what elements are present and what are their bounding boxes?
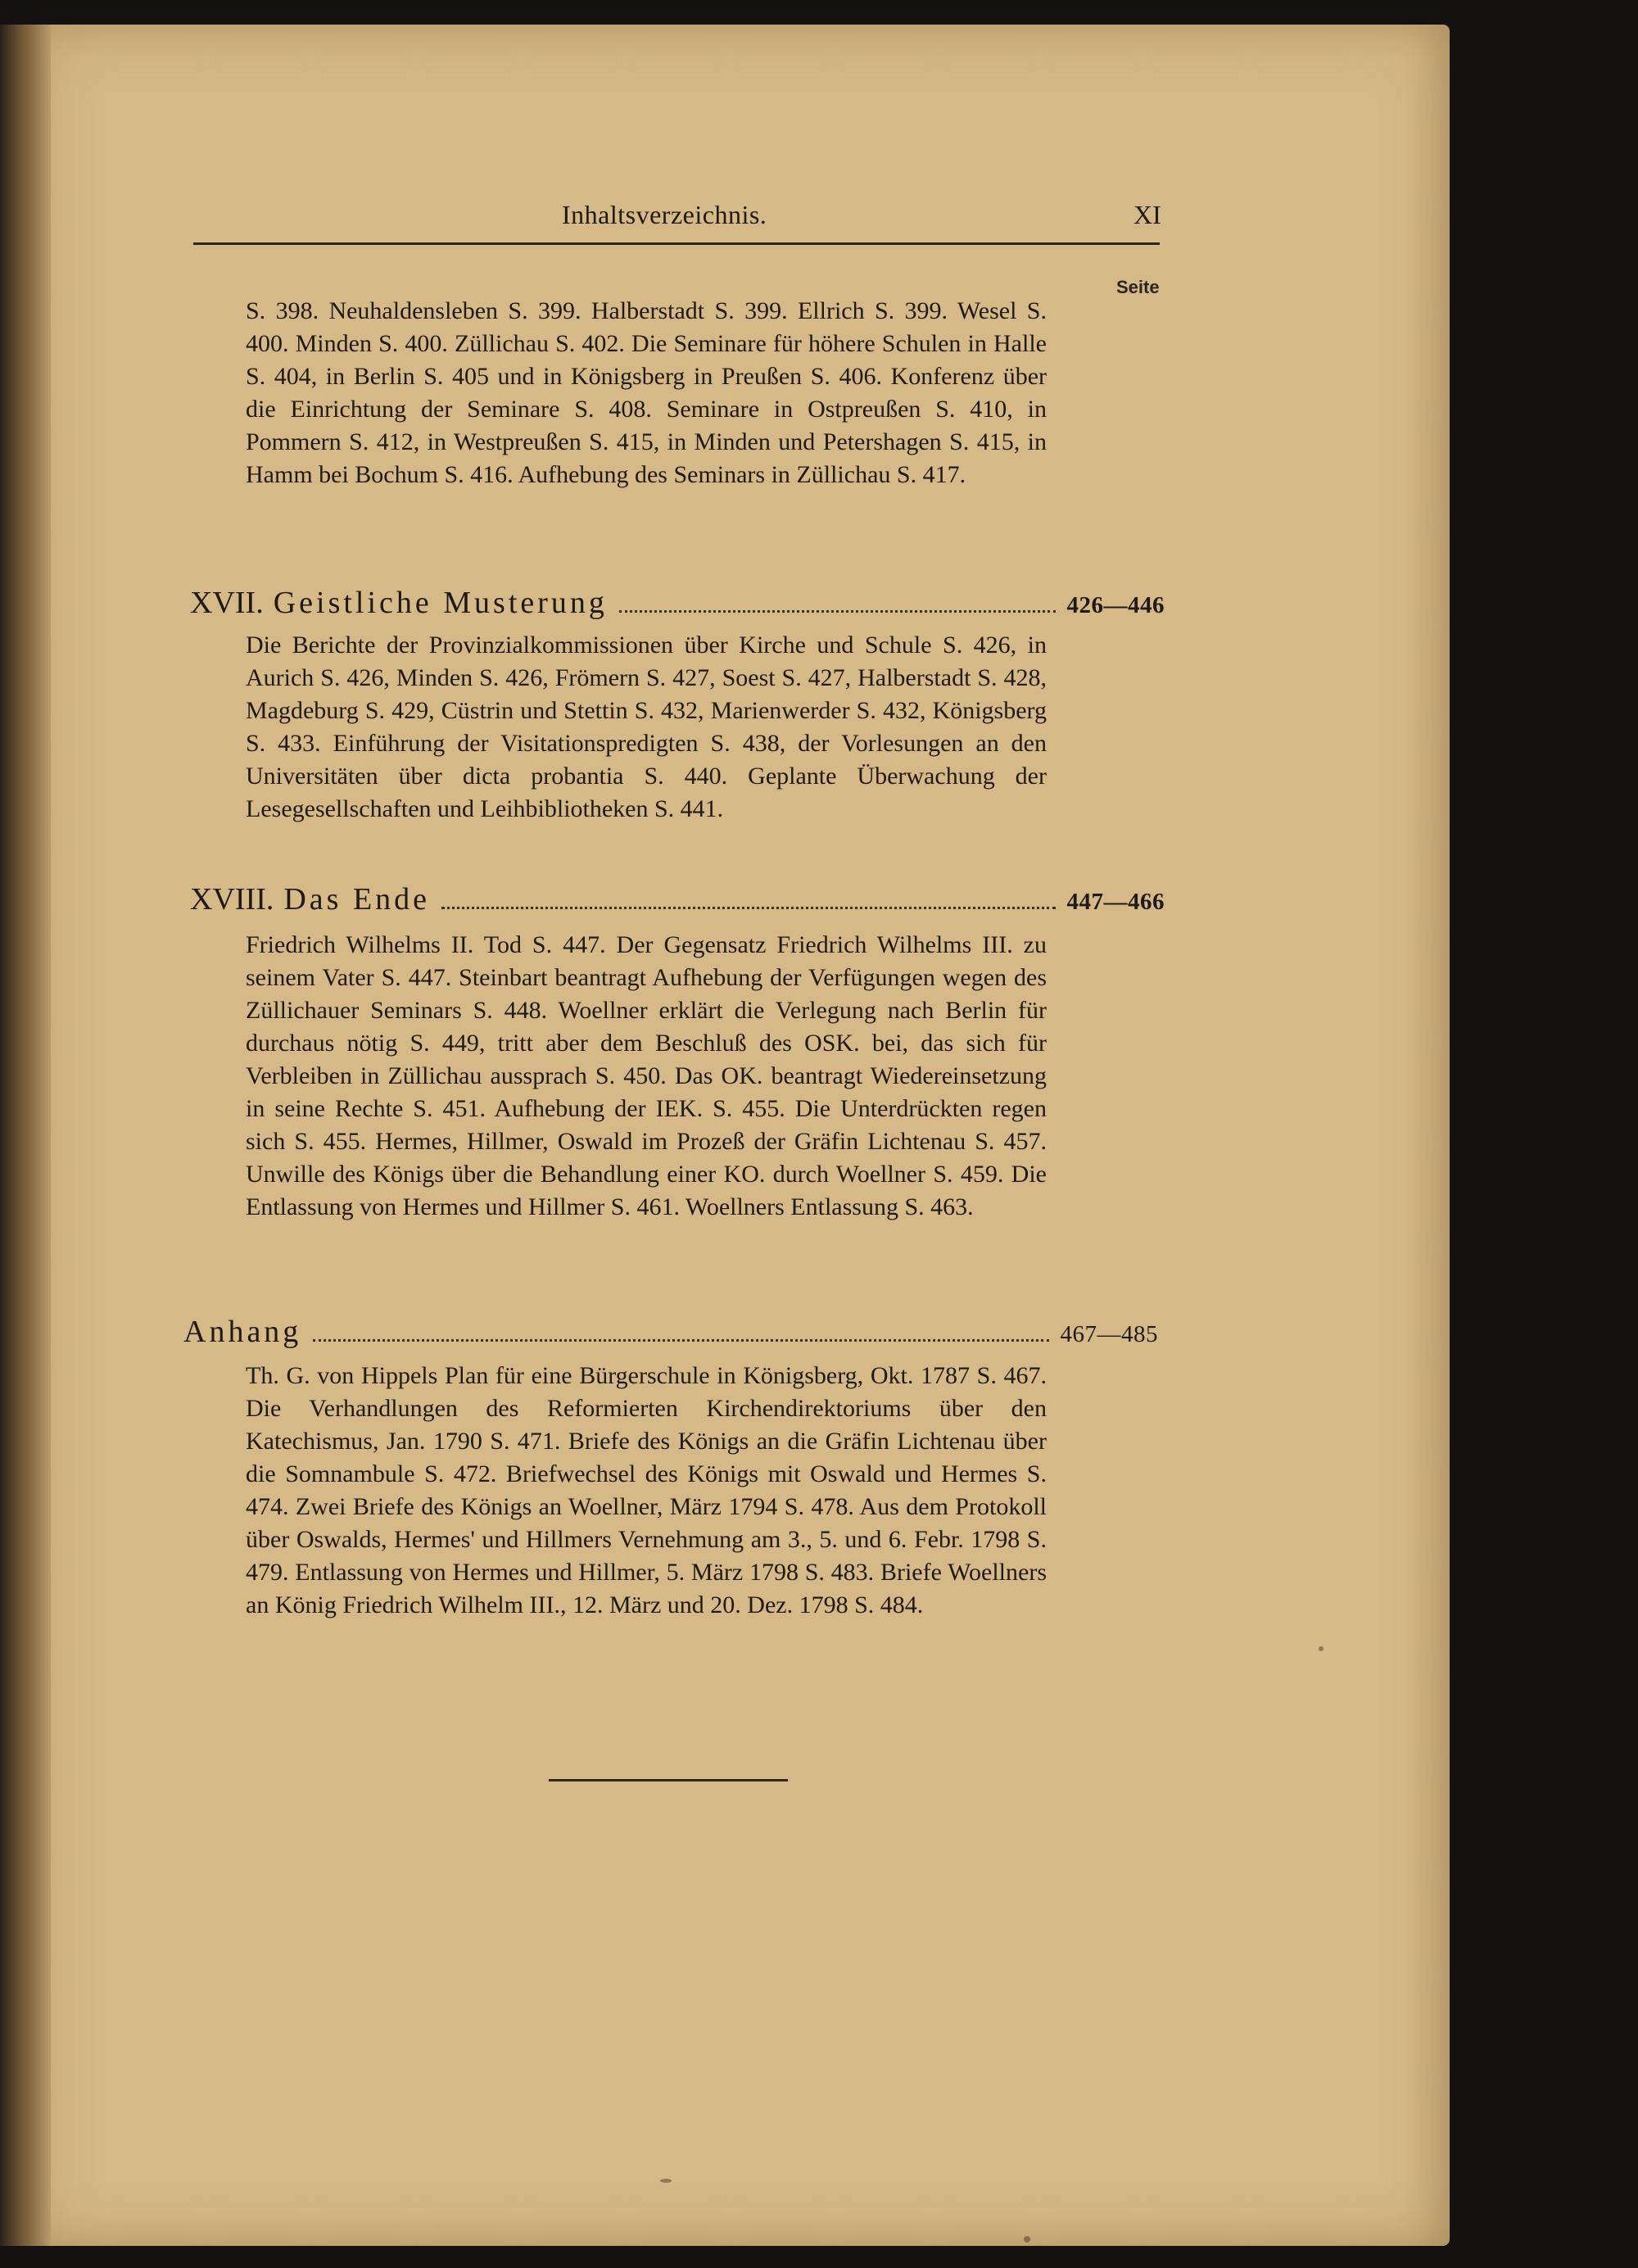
chapter-17-summary: Die Berichte der Provinzialkommissionen über Kirche und Schule S. 426, in Aurich S. 426, Minden S. 426, Frömern S. 427, Soest S. 427, Halberstadt S. 428, Magdeburg S. 429, Cüstrin und Stettin S. 432, Marienwerder S. 432, Königsberg S. 433. Einführung der Visitationspredigten S. 438, der Vorlesungen an den Universitäten über dicta probantia S. 440. Geplante Überwachung der Lesegesellschaften und Leihbibliotheken S. 441. — [246, 632, 1047, 822]
dot-leader — [313, 1339, 1048, 1342]
binding-edge — [0, 25, 51, 2246]
dot-leader — [619, 610, 1056, 613]
running-title: Inhaltsverzeichnis. — [562, 200, 767, 229]
chapter-page-range: 447—466 — [1066, 889, 1165, 915]
paper-speck — [1024, 2236, 1030, 2243]
header-rule — [193, 242, 1160, 245]
chapter-numeral: XVIII. — [190, 882, 274, 917]
toc-entry-chapter-18[interactable] — [190, 881, 1165, 917]
paper-speck — [1319, 1646, 1324, 1651]
dot-leader — [441, 907, 1055, 909]
chapter-18-summary: Friedrich Wilhelms II. Tod S. 447. Der Gegensatz Friedrich Wilhelms III. zu seinem Vater S. 447. Steinbart beantragt Aufhebung der Verfügungen wegen des Züllichauer Seminars S. 448. Woellner erklärt die Verlegung nach Berlin für durchaus nötig S. 449, tritt aber dem Beschluß des OSK. bei, das sich für Verbleiben in Züllichau aussprach S. 450. Das OK. beantragt Wiedereinsetzung in seine Rechte S. 451. Aufhebung der IEK. S. 455. Die Unterdrückten regen sich S. 455. Hermes, Hillmer, Oswald im Prozeß der Gräfin Lichtenau S. 457. Unwille des Königs über die Behandlung einer KO. durch Woellner S. 459. Die Entlassung von Hermes und Hillmer S. 461. Woellners Entlassung S. 463. — [246, 931, 1047, 1220]
chapter-numeral: XVII. — [190, 586, 264, 620]
toc-entry-appendix[interactable] — [183, 1314, 1158, 1350]
appendix-summary: Th. G. von Hippels Plan für eine Bürgerschule in Königsberg, Okt. 1787 S. 467. Die Verhandlungen des Reformierten Kirchendirektoriums über den Katechismus, Jan. 1790 S. 471. Briefe des Königs an die Gräfin Lichtenau über die Somnambule S. 472. Briefwechsel des Königs mit Oswald und Hermes S. 474. Zwei Briefe des Königs an Woellner, März 1794 S. 478. Aus dem Protokoll über Oswalds, Hermes' und Hillmers Vernehmung am 3., 5. und 6. Febr. 1798 S. 479. Entlassung von Hermes und Hillmer, 5. März 1798 S. 483. Briefe Woellners an König Friedrich Wilhelm III., 12. März und 20. Dez. 1798 S. 484. — [246, 1362, 1047, 1618]
appendix-title: Anhang — [183, 1315, 302, 1349]
toc-entry-chapter-17[interactable] — [190, 585, 1165, 621]
chapter-title: Das Ende — [283, 882, 431, 917]
paper-speck — [660, 2179, 672, 2183]
appendix-page-range: 467—485 — [1060, 1321, 1158, 1347]
page-numeral: XI — [1133, 200, 1161, 229]
chapter-title: Geistliche Musterung — [273, 586, 608, 620]
continuation-summary: S. 398. Neuhaldensleben S. 399. Halberstadt S. 399. Ellrich S. 399. Wesel S. 400. Minden S. 400. Züllichau S. 402. Die Seminare für höhere Schulen in Halle S. 404, in Berlin S. 405 und in Königsberg in Preußen S. 406. Konferenz über die Einrichtung der Seminare S. 408. Seminare in Ostpreußen S. 410, in Pommern S. 412, in Westpreußen S. 415, in Minden und Petershagen S. 415, in Hamm bei Bochum S. 416. Aufhebung des Seminars in Züllichau S. 417. — [246, 297, 1047, 488]
page-column-label: Seite — [1116, 277, 1160, 297]
closing-rule — [549, 1779, 788, 1781]
chapter-page-range: 426—446 — [1066, 592, 1165, 618]
